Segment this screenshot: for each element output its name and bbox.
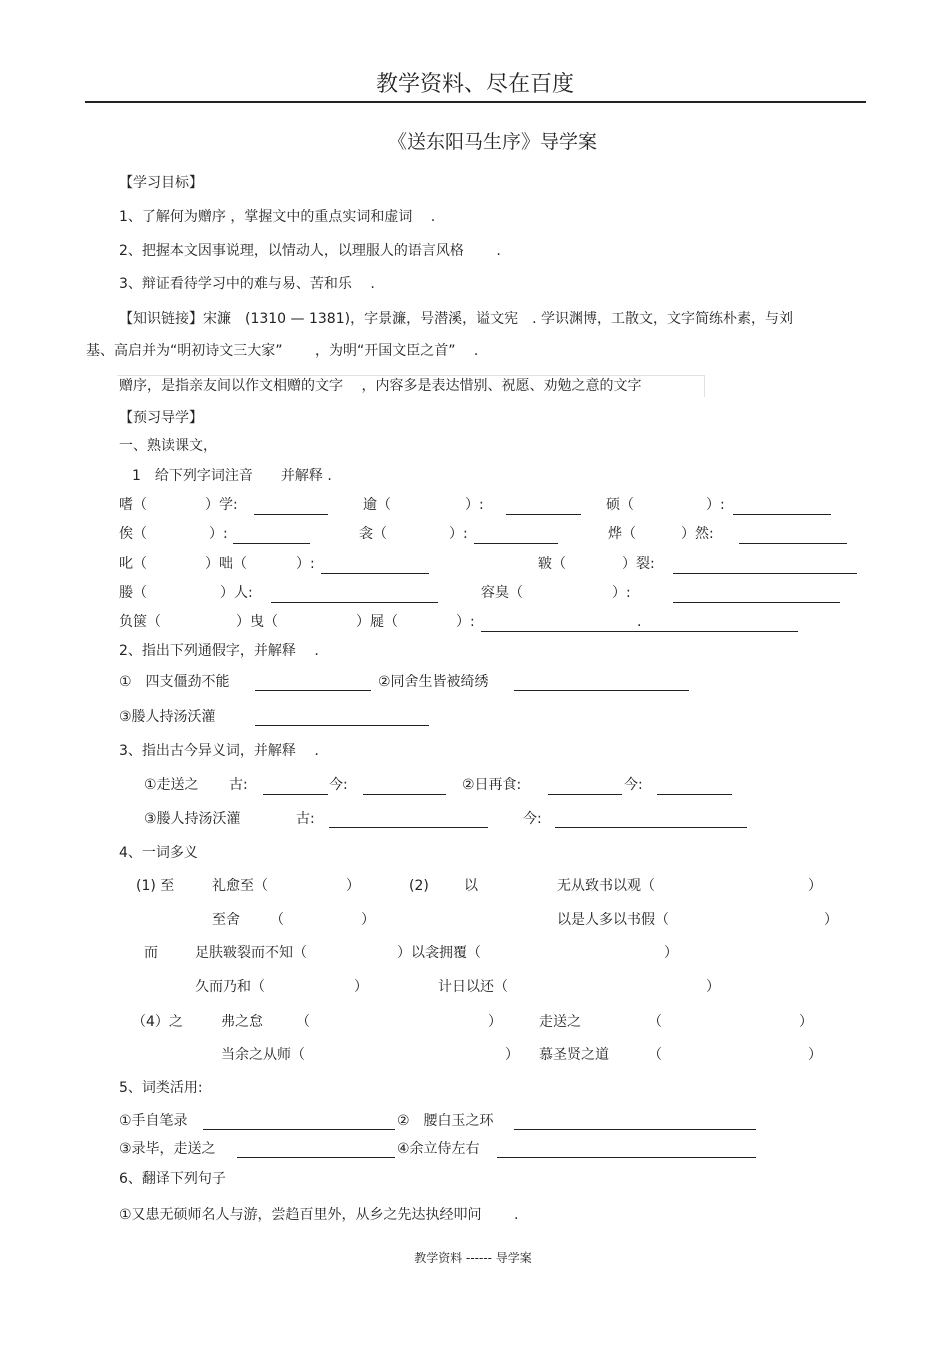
huoyong-item: ② 腰白玉之环 [397,1113,494,1129]
polysemy-label: （4）之 [132,1014,183,1030]
paren-close: ） [824,912,838,928]
gujin-item: ③媵人持汤沃灌 [144,811,241,827]
section-1-1-title: 1 给下列字词注音 并解释 . [132,468,332,484]
tongjia-item: ① 四支僵劲不能 [119,674,230,690]
word-label: ）: [706,497,725,513]
answer-blank[interactable] [321,573,429,574]
word-label: . [637,614,642,630]
answer-blank[interactable] [514,1129,756,1130]
word-label: ）: [296,556,315,572]
goal-item: 2、把握本文因事说理，以情动人，以理服人的语言风格 . [119,243,501,259]
answer-blank[interactable] [474,543,558,544]
answer-blank[interactable] [733,514,831,515]
answer-blank[interactable] [263,794,328,795]
section-2-title: 2、指出下列通假字，并解释 . [119,643,319,659]
polysemy-item: 至舍 [212,912,240,928]
paren-open: （ [648,1014,662,1030]
paren-close: ） [664,945,678,961]
answer-blank[interactable] [497,1157,756,1158]
paren-open: （ [270,912,284,928]
knowledge-line-1: 【知识链接】宋濂 (1310 — 1381)，字景濂，号潜溪，谥文宪 . 学识渊博，工散文，文字简练朴素，与刘 [119,311,793,327]
answer-blank[interactable] [363,794,446,795]
polysemy-item: 足肤皲裂而不知（ [195,945,307,961]
paren-open: （ [296,1014,310,1030]
answer-blank[interactable] [514,690,689,691]
word-label: ）: [465,497,484,513]
knowledge-line-2: 基、高启并为“明初诗文三大家” ，为明“开国文臣之首” . [86,343,479,359]
paren-close: ） [488,1014,502,1030]
preview-heading: 【预习导学】 [119,410,203,426]
answer-blank[interactable] [673,602,840,603]
word-label: 媵（ [119,585,147,601]
polysemy-label: (2) [409,878,429,894]
word-label: 负箧（ [119,614,161,630]
zengxu-definition: 赠序，是指亲友间以作文相赠的文字 ，内容多是表达惜别、祝愿、劝勉之意的文字 [119,378,642,394]
huoyong-item: ①手自笔录 [119,1113,188,1129]
answer-blank[interactable] [271,602,438,603]
paren-close: ） [799,1014,813,1030]
section-6-title: 6、翻译下列句子 [119,1171,226,1187]
gu-label: 古: [296,811,315,827]
word-label: ）: [449,526,468,542]
polysemy-label: 而 [144,945,158,961]
polysemy-item: 礼愈至（ [212,878,268,894]
section-4-title: 4、一词多义 [119,845,198,861]
polysemy-item: ）以衾拥覆（ [397,945,481,961]
polysemy-item: 当余之从师（ [221,1047,305,1063]
paren-close: ） [808,878,822,894]
polysemy-item: 以是人多以书假（ [557,912,669,928]
answer-blank[interactable] [506,514,581,515]
word-label: 衾（ [359,526,387,542]
jin-label: 今: [523,811,542,827]
goals-heading: 【学习目标】 [119,175,203,191]
tongjia-item: ②同舍生皆被绮绣 [378,674,489,690]
polysemy-label: 以 [464,878,478,894]
word-label: 逾（ [363,497,391,513]
translate-sentence: ①又患无硕师名人与游，尝趋百里外，从乡之先达执经叩问 . [119,1207,519,1223]
answer-blank[interactable] [237,1157,395,1158]
gu-label: 古: [229,777,248,793]
word-label: ）然: [681,526,714,542]
word-label: ）学: [205,497,238,513]
word-label: 嗜（ [119,497,147,513]
word-label: 烨（ [608,526,636,542]
word-label: ）裂: [622,556,655,572]
word-label: 俟（ [119,526,147,542]
paren-close: ） [361,912,375,928]
polysemy-item: 慕圣贤之道 [539,1047,609,1063]
polysemy-item: 走送之 [539,1014,581,1030]
polysemy-item: 弗之怠 [221,1014,263,1030]
jin-label: 今: [329,777,348,793]
section-1-title: 一、熟读课文， [119,438,217,454]
page-footer: 教学资料 ------ 导学案 [414,1251,532,1265]
answer-blank[interactable] [739,543,847,544]
answer-blank[interactable] [255,690,371,691]
header-rule [85,101,866,103]
jin-label: 今: [624,777,643,793]
document-title: 《送东阳马生序》导学案 [387,131,597,153]
answer-blank[interactable] [481,631,798,632]
section-3-title: 3、指出古今异义词，并解释 . [119,743,319,759]
huoyong-item: ③录毕，走送之 [119,1141,216,1157]
paren-close: ） [354,979,368,995]
gujin-item: ①走送之 [144,777,199,793]
word-label: ）屣（ [356,614,398,630]
paren-close: ） [346,878,360,894]
answer-blank[interactable] [233,543,310,544]
answer-blank[interactable] [203,1129,395,1130]
answer-blank[interactable] [329,827,488,828]
word-label: 皲（ [538,556,566,572]
word-label: ）: [209,526,228,542]
polysemy-item: 久而乃和（ [195,979,265,995]
section-5-title: 5、词类活用: [119,1080,203,1096]
answer-blank[interactable] [255,725,429,726]
answer-blank[interactable] [254,514,328,515]
word-label: ）: [456,614,475,630]
polysemy-item: 计日以还（ [438,979,508,995]
polysemy-label: (1) 至 [136,878,175,894]
answer-blank[interactable] [548,794,622,795]
tongjia-item: ③媵人持汤沃灌 [119,709,216,725]
polysemy-item: 无从致书以观（ [557,878,655,894]
paren-open: （ [648,1047,662,1063]
word-label: 硕（ [606,497,634,513]
word-label: ）咄（ [205,556,247,572]
zengxu-definition-box [117,375,705,397]
answer-blank[interactable] [555,827,747,828]
word-label: 叱（ [119,556,147,572]
answer-blank[interactable] [657,794,732,795]
word-label: ）曳（ [236,614,278,630]
paren-close: ） [706,979,720,995]
huoyong-item: ④余立侍左右 [397,1141,480,1157]
paren-close: ） [505,1047,519,1063]
answer-blank[interactable] [673,573,857,574]
paren-close: ） [808,1047,822,1063]
gujin-item: ②日再食: [462,777,522,793]
word-label: ）人: [220,585,253,601]
goal-item: 3、辩证看待学习中的难与易、苦和乐 . [119,276,375,292]
word-label: ）: [612,585,631,601]
page-header-title: 教学资料、尽在百度 [375,72,574,97]
word-label: 容臭（ [481,585,523,601]
goal-item: 1、了解何为赠序 ，掌握文中的重点实词和虚词 . [119,209,436,225]
